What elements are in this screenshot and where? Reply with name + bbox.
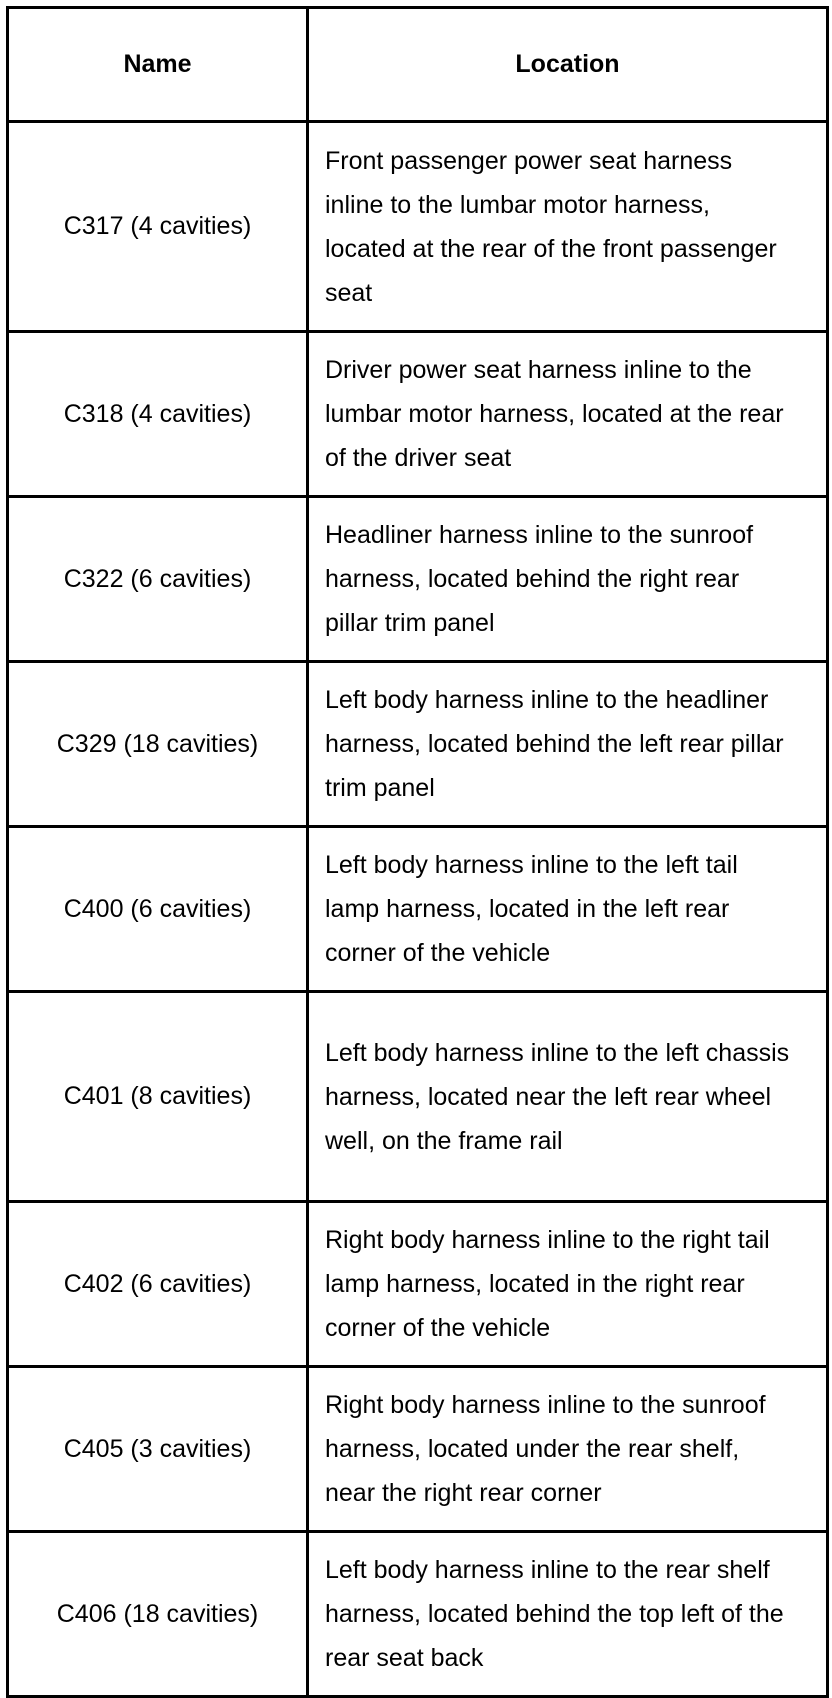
connector-name: C402 (6 cavities) xyxy=(8,1202,308,1367)
connector-name: C400 (6 cavities) xyxy=(8,827,308,992)
connector-location: Right body harness inline to the right tail lamp harness, located in the right rear corner of the vehicle xyxy=(308,1202,828,1367)
table-row xyxy=(8,122,828,332)
connector-name: C401 (8 cavities) xyxy=(8,992,308,1202)
table-row xyxy=(8,332,828,497)
table-body xyxy=(8,122,828,1697)
connector-name: C329 (18 cavities) xyxy=(8,662,308,827)
table-row xyxy=(8,662,828,827)
connector-name: C317 (4 cavities) xyxy=(8,122,308,332)
connector-location: Front passenger power seat harness inline to the lumbar motor harness, located at the rear of the front passenger seat xyxy=(308,122,828,332)
table-row xyxy=(8,992,828,1202)
connector-location: Headliner harness inline to the sunroof harness, located behind the right rear pillar trim panel xyxy=(308,497,828,662)
connector-location: Left body harness inline to the rear shelf harness, located behind the top left of the rear seat back xyxy=(308,1532,828,1697)
connector-name: C322 (6 cavities) xyxy=(8,497,308,662)
table-row xyxy=(8,1532,828,1697)
column-header-location: Location xyxy=(308,8,828,122)
table-row xyxy=(8,497,828,662)
table-header xyxy=(8,8,828,122)
connector-location: Driver power seat harness inline to the lumbar motor harness, located at the rear of the driver seat xyxy=(308,332,828,497)
connector-location: Left body harness inline to the left chassis harness, located near the left rear wheel well, on the frame rail xyxy=(308,992,828,1202)
connector-location: Left body harness inline to the left tail lamp harness, located in the left rear corner of the vehicle xyxy=(308,827,828,992)
table-row xyxy=(8,1367,828,1532)
connector-name: C318 (4 cavities) xyxy=(8,332,308,497)
table-row xyxy=(8,827,828,992)
connector-location: Right body harness inline to the sunroof harness, located under the rear shelf, near the right rear corner xyxy=(308,1367,828,1532)
connector-name: C405 (3 cavities) xyxy=(8,1367,308,1532)
table-row xyxy=(8,1202,828,1367)
connector-name: C406 (18 cavities) xyxy=(8,1532,308,1697)
column-header-name: Name xyxy=(8,8,308,122)
connector-table xyxy=(6,6,829,1698)
header-row xyxy=(8,8,828,122)
connector-location: Left body harness inline to the headliner harness, located behind the left rear pillar trim panel xyxy=(308,662,828,827)
